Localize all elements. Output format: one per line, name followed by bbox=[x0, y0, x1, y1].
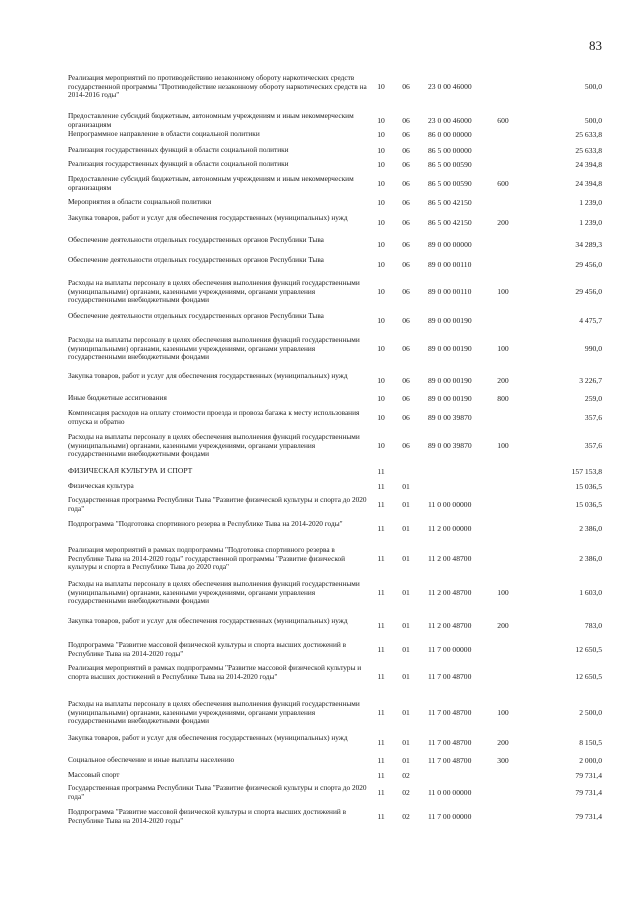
row-section: 10 bbox=[377, 146, 385, 155]
row-section: 10 bbox=[377, 413, 385, 422]
row-amount: 157 153,8 bbox=[571, 467, 602, 476]
row-name: Подпрограмма "Подготовка спортивного резерва в Республике Тыва на 2014-2020 годы" bbox=[68, 519, 343, 528]
row-subsection: 01 bbox=[402, 708, 410, 717]
row-name: Массовый спорт bbox=[68, 770, 120, 779]
row-expense-type: 300 bbox=[497, 756, 509, 765]
row-amount: 25 633,8 bbox=[575, 146, 602, 155]
row-subsection: 06 bbox=[402, 218, 410, 227]
row-amount: 15 036,5 bbox=[575, 482, 602, 491]
row-subsection: 01 bbox=[402, 756, 410, 765]
row-subsection: 01 bbox=[402, 621, 410, 630]
row-subsection: 06 bbox=[402, 198, 410, 207]
row-amount: 2 386,0 bbox=[579, 554, 602, 563]
row-amount: 24 394,8 bbox=[575, 160, 602, 169]
row-name: Подпрограмма "Развитие массовой физической культуры и спорта высших достижений в Республике Тыва на 2014-2020 годы" bbox=[68, 807, 347, 825]
row-name: Расходы на выплаты персоналу в целях обеспечения выполнения функций государственными (муниципальными) органами, казенными учреждениями, органами управления государственными внебюджетными фондами bbox=[68, 432, 360, 459]
row-target: 89 0 00 00000 bbox=[428, 240, 472, 249]
row-target: 89 0 00 00190 bbox=[428, 376, 472, 385]
row-target: 11 0 00 00000 bbox=[428, 500, 472, 509]
row-amount: 1 239,0 bbox=[579, 198, 602, 207]
row-expense-type: 200 bbox=[497, 621, 509, 630]
row-amount: 29 456,0 bbox=[575, 287, 602, 296]
row-amount: 2 000,0 bbox=[579, 756, 602, 765]
row-target: 11 0 00 00000 bbox=[428, 788, 472, 797]
row-target: 86 5 00 00590 bbox=[428, 179, 472, 188]
row-section: 10 bbox=[377, 198, 385, 207]
row-subsection: 06 bbox=[402, 82, 410, 91]
row-subsection: 06 bbox=[402, 179, 410, 188]
row-name: Расходы на выплаты персоналу в целях обеспечения выполнения функций государственными (муниципальными) органами, казенными учреждениями, органами управления государственными внебюджетными фондами bbox=[68, 335, 360, 362]
row-name: Реализация мероприятий по противодействию незаконному обороту наркотических средств государственной программы "Противодействие незаконному обороту наркотических средств на 2014-2016 годы" bbox=[68, 73, 367, 100]
row-section: 10 bbox=[377, 441, 385, 450]
row-name: Реализация мероприятий в рамках подпрограммы "Развитие массовой физической культуры и спорта высших достижений в Республике Тыва на 2014-2020 годы" bbox=[68, 663, 362, 681]
row-amount: 12 650,5 bbox=[575, 672, 602, 681]
row-target: 11 2 00 48700 bbox=[428, 621, 472, 630]
row-name: Обеспечение деятельности отдельных государственных органов Республики Тыва bbox=[68, 255, 324, 264]
row-name: Мероприятия в области социальной политики bbox=[68, 197, 212, 206]
row-section: 10 bbox=[377, 344, 385, 353]
row-subsection: 02 bbox=[402, 788, 410, 797]
row-target: 86 0 00 00000 bbox=[428, 130, 472, 139]
row-name: Расходы на выплаты персоналу в целях обеспечения выполнения функций государственными (муниципальными) органами, казенными учреждениями, органами управления государственными внебюджетными фондами bbox=[68, 278, 360, 305]
row-amount: 1 603,0 bbox=[579, 588, 602, 597]
row-section: 11 bbox=[377, 812, 385, 821]
row-amount: 79 731,4 bbox=[575, 812, 602, 821]
row-section: 10 bbox=[377, 376, 385, 385]
row-target: 11 7 00 00000 bbox=[428, 645, 472, 654]
row-target: 89 0 00 00190 bbox=[428, 316, 472, 325]
row-section: 11 bbox=[377, 621, 385, 630]
row-section: 10 bbox=[377, 116, 385, 125]
row-subsection: 06 bbox=[402, 441, 410, 450]
row-name: Компенсация расходов на оплату стоимости проезда и провоза багажа к месту использования отпуска и обратно bbox=[68, 408, 360, 426]
row-subsection: 06 bbox=[402, 394, 410, 403]
row-amount: 500,0 bbox=[584, 82, 602, 91]
row-subsection: 01 bbox=[402, 588, 410, 597]
row-name: Подпрограмма "Развитие массовой физической культуры и спорта высших достижений в Республике Тыва на 2014-2020 годы" bbox=[68, 640, 347, 658]
row-section: 10 bbox=[377, 394, 385, 403]
row-name: Государственная программа Республики Тыва "Развитие физической культуры и спорта до 2020 года" bbox=[68, 495, 367, 513]
row-target: 86 5 00 42150 bbox=[428, 198, 472, 207]
row-subsection: 06 bbox=[402, 376, 410, 385]
row-name: ФИЗИЧЕСКАЯ КУЛЬТУРА И СПОРТ bbox=[68, 466, 193, 475]
row-section: 10 bbox=[377, 240, 385, 249]
row-section: 11 bbox=[377, 554, 385, 563]
row-name: Обеспечение деятельности отдельных государственных органов Республики Тыва bbox=[68, 311, 324, 320]
row-amount: 8 150,5 bbox=[579, 738, 602, 747]
row-expense-type: 800 bbox=[497, 394, 509, 403]
row-amount: 259,0 bbox=[584, 394, 602, 403]
row-section: 11 bbox=[377, 524, 385, 533]
row-subsection: 01 bbox=[402, 645, 410, 654]
row-section: 10 bbox=[377, 260, 385, 269]
row-target: 11 7 00 48700 bbox=[428, 738, 472, 747]
row-section: 11 bbox=[377, 482, 385, 491]
row-target: 86 5 00 00000 bbox=[428, 146, 472, 155]
row-target: 11 2 00 48700 bbox=[428, 588, 472, 597]
row-target: 89 0 00 00110 bbox=[428, 287, 472, 296]
row-amount: 29 456,0 bbox=[575, 260, 602, 269]
row-subsection: 02 bbox=[402, 812, 410, 821]
row-amount: 357,6 bbox=[584, 441, 602, 450]
row-name: Предоставление субсидий бюджетным, автономным учреждениям и иным некоммерческим организациям bbox=[68, 174, 354, 192]
row-name: Предоставление субсидий бюджетным, автономным учреждениям и иным некоммерческим организациям bbox=[68, 111, 354, 129]
row-name: Закупка товаров, работ и услуг для обеспечения государственных (муниципальных) нужд bbox=[68, 733, 348, 742]
row-name: Закупка товаров, работ и услуг для обеспечения государственных (муниципальных) нужд bbox=[68, 371, 348, 380]
row-section: 11 bbox=[377, 588, 385, 597]
row-name: Непрограммное направление в области социальной политики bbox=[68, 129, 260, 138]
row-subsection: 06 bbox=[402, 287, 410, 296]
row-subsection: 01 bbox=[402, 672, 410, 681]
row-name: Расходы на выплаты персоналу в целях обеспечения выполнения функций государственными (муниципальными) органами, казенными учреждениями, органами управления государственными внебюджетными фондами bbox=[68, 699, 360, 726]
row-target: 11 7 00 48700 bbox=[428, 672, 472, 681]
row-subsection: 01 bbox=[402, 524, 410, 533]
row-target: 86 5 00 42150 bbox=[428, 218, 472, 227]
row-amount: 500,0 bbox=[584, 116, 602, 125]
row-target: 11 7 00 48700 bbox=[428, 756, 472, 765]
row-target: 89 0 00 00110 bbox=[428, 260, 472, 269]
row-section: 11 bbox=[377, 672, 385, 681]
row-section: 10 bbox=[377, 179, 385, 188]
row-expense-type: 100 bbox=[497, 287, 509, 296]
row-name: Физическая культура bbox=[68, 481, 134, 490]
row-section: 11 bbox=[377, 756, 385, 765]
row-target: 11 2 00 48700 bbox=[428, 554, 472, 563]
row-section: 11 bbox=[377, 645, 385, 654]
row-subsection: 06 bbox=[402, 130, 410, 139]
row-target: 89 0 00 39870 bbox=[428, 441, 472, 450]
row-section: 11 bbox=[377, 738, 385, 747]
row-section: 10 bbox=[377, 287, 385, 296]
row-amount: 783,0 bbox=[584, 621, 602, 630]
row-subsection: 06 bbox=[402, 316, 410, 325]
row-amount: 4 475,7 bbox=[579, 316, 602, 325]
row-subsection: 06 bbox=[402, 413, 410, 422]
row-name: Закупка товаров, работ и услуг для обеспечения государственных (муниципальных) нужд bbox=[68, 616, 348, 625]
row-section: 11 bbox=[377, 500, 385, 509]
row-section: 11 bbox=[377, 771, 385, 780]
row-name: Закупка товаров, работ и услуг для обеспечения государственных (муниципальных) нужд bbox=[68, 213, 348, 222]
row-section: 10 bbox=[377, 82, 385, 91]
row-target: 11 2 00 00000 bbox=[428, 524, 472, 533]
row-target: 89 0 00 00190 bbox=[428, 344, 472, 353]
row-name: Социальное обеспечение и иные выплаты населению bbox=[68, 755, 235, 764]
row-subsection: 02 bbox=[402, 771, 410, 780]
row-amount: 25 633,8 bbox=[575, 130, 602, 139]
row-subsection: 06 bbox=[402, 116, 410, 125]
row-subsection: 06 bbox=[402, 344, 410, 353]
row-section: 11 bbox=[377, 708, 385, 717]
row-expense-type: 600 bbox=[497, 179, 509, 188]
row-name: Реализация государственных функций в области социальной политики bbox=[68, 159, 289, 168]
row-name: Реализация государственных функций в области социальной политики bbox=[68, 145, 289, 154]
row-name: Обеспечение деятельности отдельных государственных органов Республики Тыва bbox=[68, 235, 324, 244]
row-subsection: 06 bbox=[402, 160, 410, 169]
row-expense-type: 100 bbox=[497, 708, 509, 717]
row-amount: 1 239,0 bbox=[579, 218, 602, 227]
row-amount: 3 226,7 bbox=[579, 376, 602, 385]
row-subsection: 01 bbox=[402, 482, 410, 491]
row-section: 10 bbox=[377, 130, 385, 139]
row-expense-type: 100 bbox=[497, 588, 509, 597]
row-expense-type: 600 bbox=[497, 116, 509, 125]
row-amount: 12 650,5 bbox=[575, 645, 602, 654]
row-name: Расходы на выплаты персоналу в целях обеспечения выполнения функций государственными (муниципальными) органами, казенными учреждениями, органами управления государственными внебюджетными фондами bbox=[68, 579, 360, 606]
row-subsection: 06 bbox=[402, 240, 410, 249]
row-amount: 990,0 bbox=[584, 344, 602, 353]
row-name: Реализация мероприятий в рамках подпрограммы "Подготовка спортивного резерва в Республике Тыва на 2014-2020 годы" государственной программы "Развитие физической культуры и спорта в Республике Тыва до 2020 года" bbox=[68, 545, 346, 572]
row-name: Иные бюджетные ассигнования bbox=[68, 393, 167, 402]
row-section: 10 bbox=[377, 316, 385, 325]
row-expense-type: 100 bbox=[497, 344, 509, 353]
row-amount: 24 394,8 bbox=[575, 179, 602, 188]
row-target: 23 0 00 46000 bbox=[428, 116, 472, 125]
row-expense-type: 100 bbox=[497, 441, 509, 450]
row-subsection: 01 bbox=[402, 554, 410, 563]
row-target: 11 7 00 48700 bbox=[428, 708, 472, 717]
row-amount: 2 500,0 bbox=[579, 708, 602, 717]
row-amount: 79 731,4 bbox=[575, 788, 602, 797]
row-subsection: 06 bbox=[402, 260, 410, 269]
row-target: 11 7 00 00000 bbox=[428, 812, 472, 821]
page-number: 83 bbox=[589, 38, 602, 53]
row-target: 89 0 00 39870 bbox=[428, 413, 472, 422]
row-section: 11 bbox=[377, 467, 385, 476]
row-name: Государственная программа Республики Тыва "Развитие физической культуры и спорта до 2020 года" bbox=[68, 783, 367, 801]
row-expense-type: 200 bbox=[497, 738, 509, 747]
row-subsection: 01 bbox=[402, 738, 410, 747]
row-amount: 34 289,3 bbox=[575, 240, 602, 249]
row-section: 10 bbox=[377, 218, 385, 227]
row-section: 11 bbox=[377, 788, 385, 797]
row-amount: 2 386,0 bbox=[579, 524, 602, 533]
row-amount: 357,6 bbox=[584, 413, 602, 422]
row-subsection: 01 bbox=[402, 500, 410, 509]
row-target: 23 0 00 46000 bbox=[428, 82, 472, 91]
row-amount: 15 036,5 bbox=[575, 500, 602, 509]
row-section: 10 bbox=[377, 160, 385, 169]
row-target: 86 5 00 00590 bbox=[428, 160, 472, 169]
row-target: 89 0 00 00190 bbox=[428, 394, 472, 403]
row-expense-type: 200 bbox=[497, 218, 509, 227]
row-amount: 79 731,4 bbox=[575, 771, 602, 780]
row-subsection: 06 bbox=[402, 146, 410, 155]
row-expense-type: 200 bbox=[497, 376, 509, 385]
